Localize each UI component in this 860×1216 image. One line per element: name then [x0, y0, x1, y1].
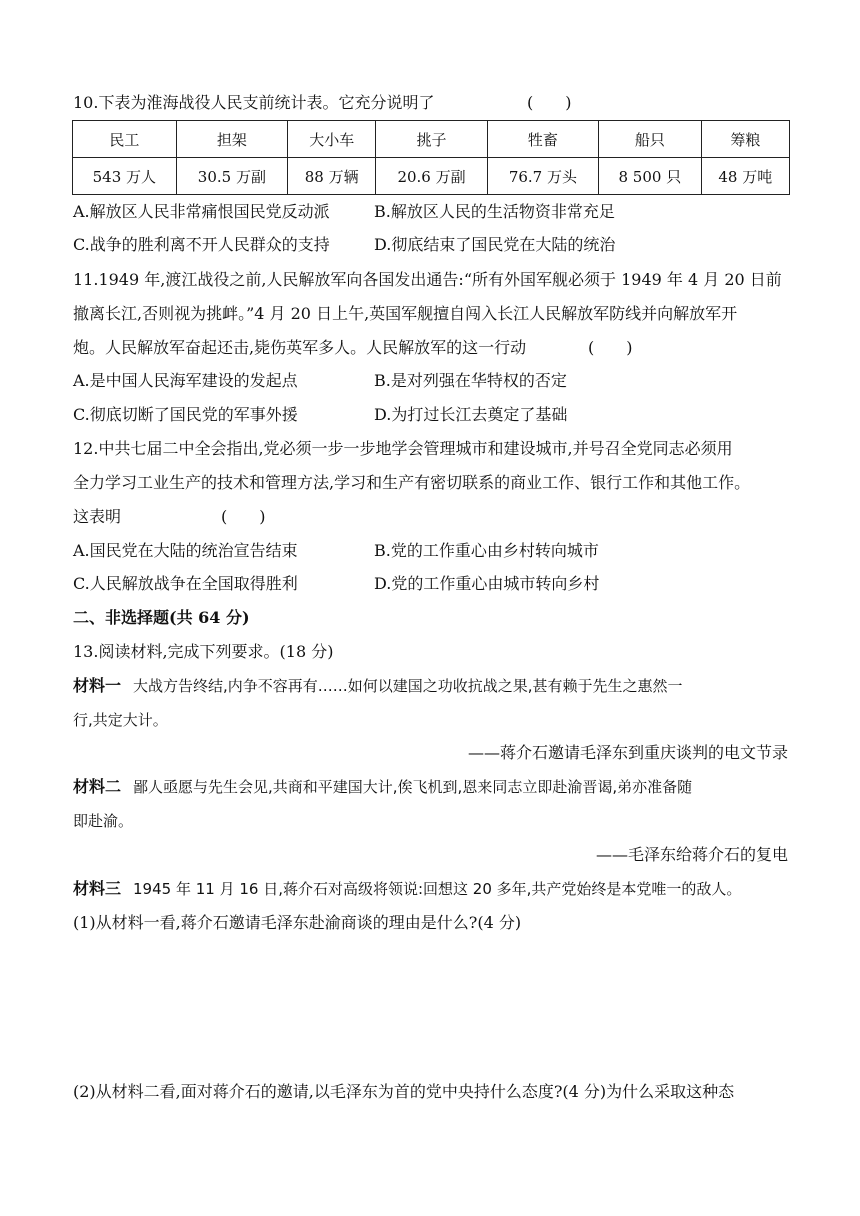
q12-option-a: A.国民党在大陆的统治宣告结束 — [73, 541, 298, 560]
table-header-cell: 挑子 — [376, 121, 487, 158]
q10-option-c: C.战争的胜利离不开人民群众的支持 — [73, 235, 330, 254]
q10-stem-text: 10.下表为淮海战役人民支前统计表。它充分说明了 — [73, 93, 435, 112]
q11-line-1: 11.1949 年,渡江战役之前,人民解放军向各国发出通告:“所有外国军舰必须于 1949 年 4 月 20 日前 — [73, 270, 782, 289]
table-cell: 48 万吨 — [701, 158, 789, 195]
table-cell: 20.6 万副 — [376, 158, 487, 195]
table-cell: 543 万人 — [73, 158, 177, 195]
q10-stem — [73, 93, 434, 113]
section-title: 二、非选择题(共 64 分) — [73, 608, 250, 627]
table-header-cell: 担架 — [176, 121, 287, 158]
material-2-text-cont: 即赴渝。 — [73, 812, 134, 830]
q12-line-1: 12.中共七届二中全会指出,党必须一步一步地学会管理城市和建设城市,并号召全党同志必须用 — [73, 439, 733, 458]
q12-option-c: C.人民解放战争在全国取得胜利 — [73, 574, 298, 593]
q11-option-a: A.是中国人民海军建设的发起点 — [73, 371, 298, 390]
material-3 — [73, 879, 741, 899]
q11-line-3: 炮。人民解放军奋起还击,毙伤英军多人。人民解放军的这一行动 — [73, 338, 527, 357]
q12-line-3: 这表明 — [73, 507, 122, 526]
material-1-text: 大战方告终结,内争不容再有……如何以建国之功收抗战之果,甚有赖于先生之惠然一 — [133, 677, 683, 695]
q13-subquestion-1: (1)从材料一看,蒋介石邀请毛泽东赴渝商谈的理由是什么?(4 分) — [73, 913, 522, 932]
q12-option-d: D.党的工作重心由城市转向乡村 — [374, 574, 600, 593]
q10-stats-table — [72, 120, 790, 195]
q13-stem: 13.阅读材料,完成下列要求。(18 分) — [73, 642, 334, 661]
q10-option-d: D.彻底结束了国民党在大陆的统治 — [374, 235, 616, 254]
table-row — [73, 158, 790, 195]
q11-answer-blank: ( ) — [588, 338, 633, 357]
q12-option-b: B.党的工作重心由乡村转向城市 — [374, 541, 599, 560]
table-header-cell: 船只 — [599, 121, 702, 158]
material-1-text-cont: 行,共定大计。 — [73, 711, 168, 729]
material-2-text: 鄙人亟愿与先生会见,共商和平建国大计,俟飞机到,恩来同志立即赴渝晋谒,弟亦准备随 — [133, 778, 693, 796]
q12-line-2: 全力学习工业生产的技术和管理方法,学习和生产有密切联系的商业工作、银行工作和其他工作。 — [73, 473, 751, 492]
material-1 — [73, 676, 683, 696]
q10-answer-blank: ( ) — [527, 93, 572, 112]
q12-answer-blank: ( ) — [221, 507, 266, 526]
q11-option-b: B.是对列强在华特权的否定 — [374, 371, 567, 390]
q11-option-d: D.为打过长江去奠定了基础 — [374, 405, 568, 424]
material-3-label: 材料三 — [73, 879, 122, 898]
q11-line-2: 撤离长江,否则视为挑衅。”4 月 20 日上午,英国军舰擅自闯入长江人民解放军防线并向解放军开 — [73, 304, 738, 323]
material-2-source: ——毛泽东给蒋介石的复电 — [595, 845, 788, 864]
table-header-cell: 民工 — [73, 121, 177, 158]
q10-option-b: B.解放区人民的生活物资非常充足 — [374, 202, 615, 221]
table-header-cell: 牲畜 — [487, 121, 598, 158]
q10-option-a: A.解放区人民非常痛恨国民党反动派 — [73, 202, 330, 221]
table-cell: 30.5 万副 — [176, 158, 287, 195]
table-header-row — [73, 121, 790, 158]
material-1-source: ——蒋介石邀请毛泽东到重庆谈判的电文节录 — [467, 743, 788, 762]
table-header-cell: 大小车 — [288, 121, 376, 158]
table-cell: 88 万辆 — [288, 158, 376, 195]
q11-option-c: C.彻底切断了国民党的军事外援 — [73, 405, 298, 424]
material-2-label: 材料二 — [73, 777, 122, 796]
material-1-label: 材料一 — [73, 676, 122, 695]
material-3-text: 1945 年 11 月 16 日,蒋介石对高级将领说:回想这 20 多年,共产党始终是本党唯一的敌人。 — [133, 880, 742, 898]
table-header-cell: 筹粮 — [701, 121, 789, 158]
q13-subquestion-2: (2)从材料二看,面对蒋介石的邀请,以毛泽东为首的党中央持什么态度?(4 分)为什么采取这种态 — [73, 1082, 735, 1101]
material-2 — [73, 777, 692, 797]
table-cell: 8 500 只 — [599, 158, 702, 195]
table-cell: 76.7 万头 — [487, 158, 598, 195]
